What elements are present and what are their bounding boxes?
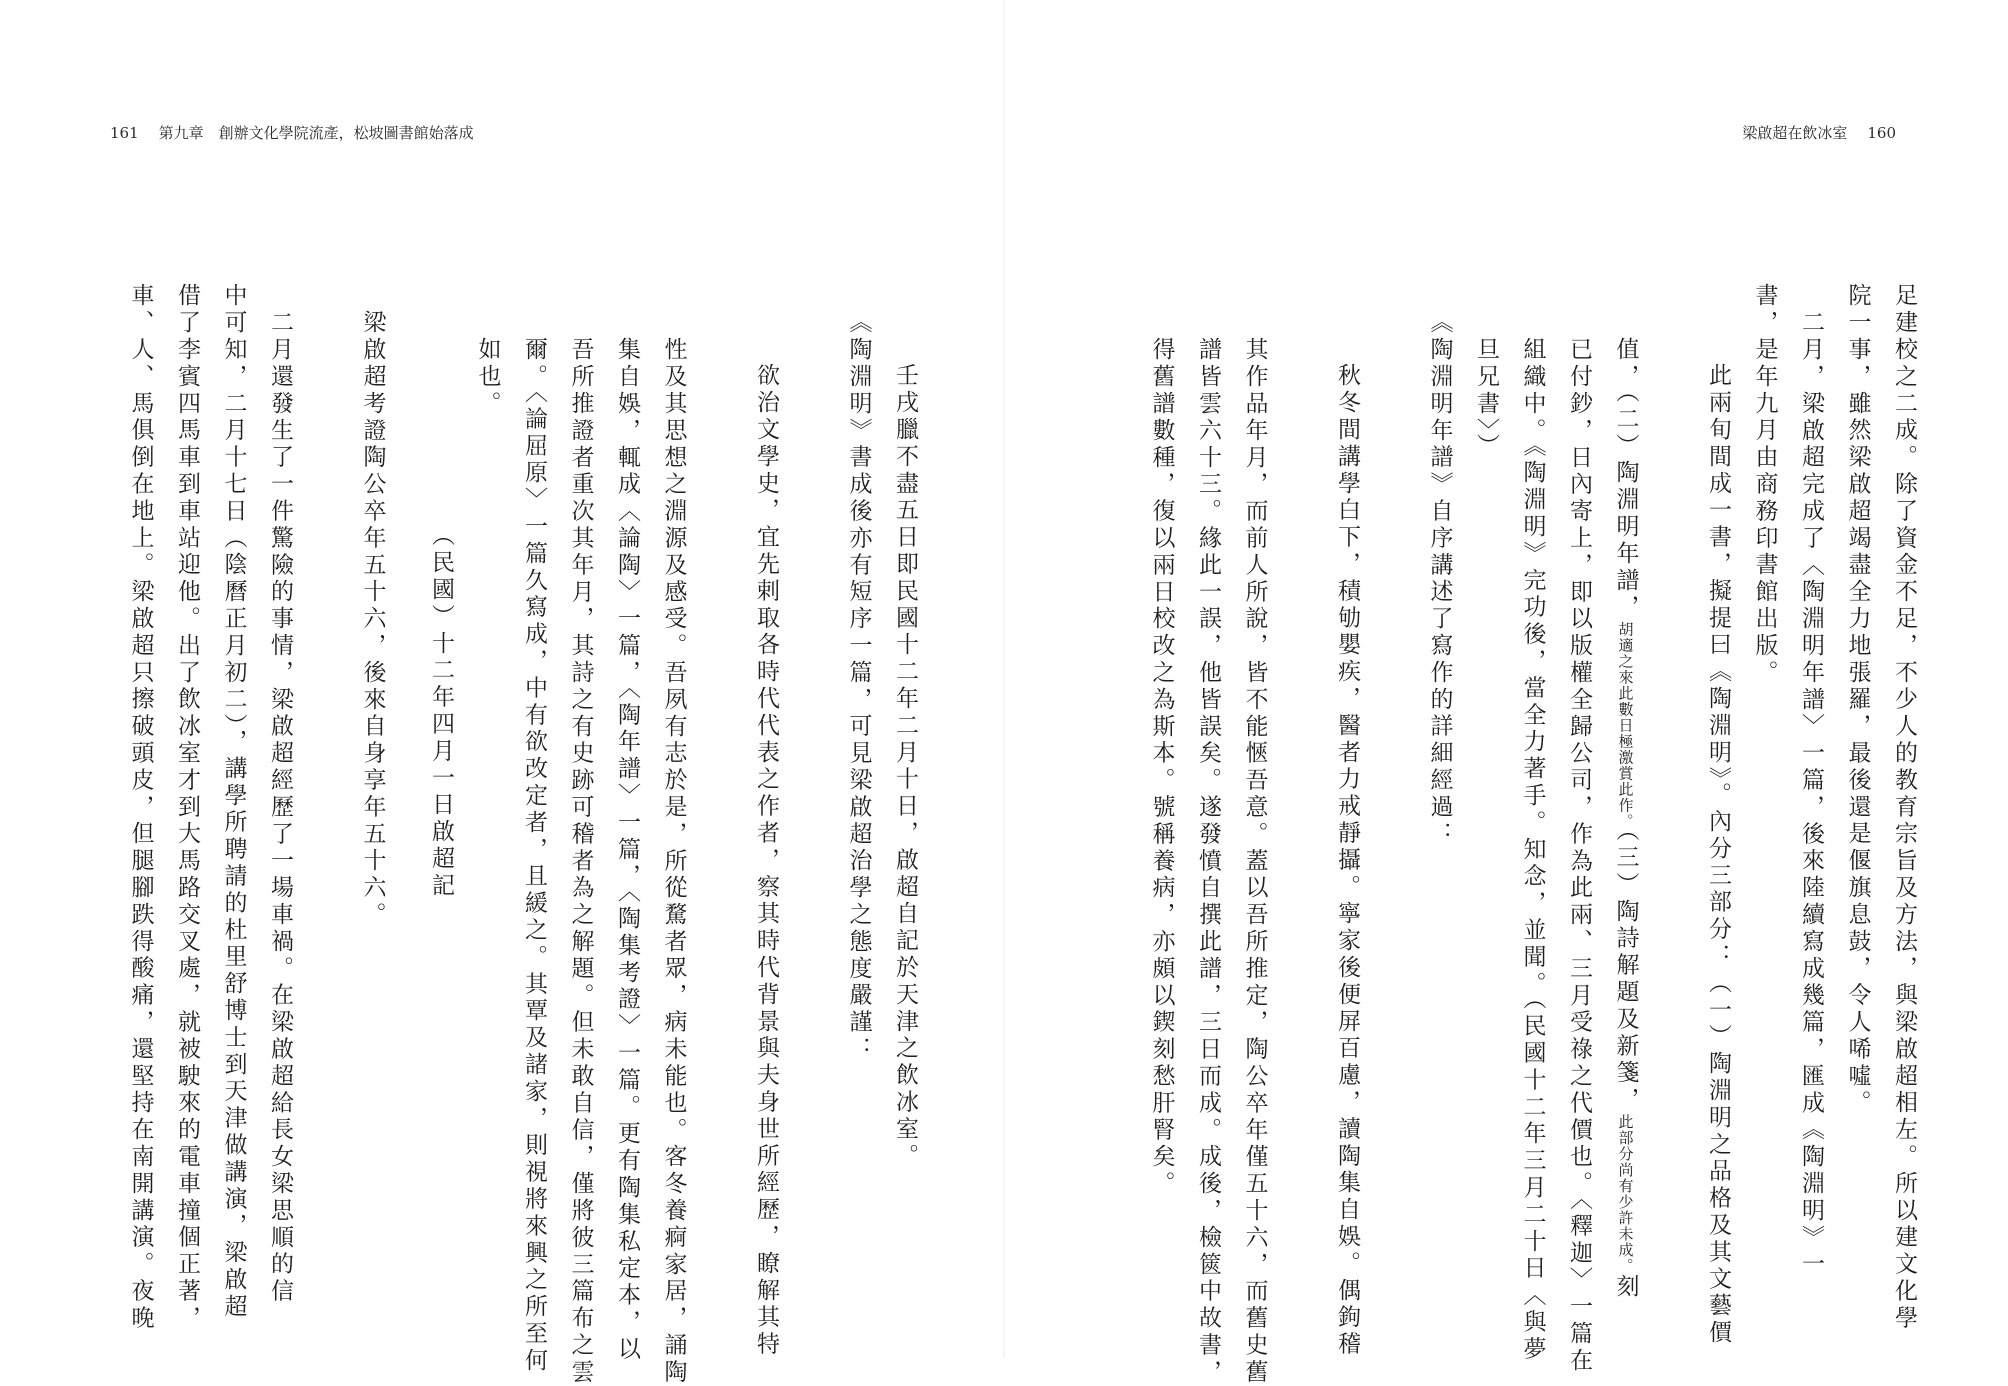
quote-text: （三）陶詩解題及新箋， <box>1612 829 1639 1114</box>
text-column: 梁啟超考證陶公卒年五十六，後來自身享年五十六。 <box>359 310 386 929</box>
quote-text: 值，（二）陶淵明年譜， <box>1612 337 1639 622</box>
quote-column: 旦兄書〉） <box>1473 337 1499 460</box>
quote-column: 其作品年月，而前人所說，皆不能愜吾意。蓋以吾所推定，陶公卒年僅五十六，而舊史舊 <box>1241 337 1268 1386</box>
right-book-title: 梁啟超在飲冰室 <box>1742 124 1848 142</box>
text-column: 《陶淵明年譜》自序講述了寫作的詳細經過： <box>1426 310 1453 848</box>
right-page-number: 160 <box>1867 124 1896 142</box>
quote-column: 已付鈔，日內寄上，即以版權全歸公司，作為此兩、三月受祿之代價也。〈釋迦〉一篇在 <box>1566 337 1592 1375</box>
right-page-text <box>1105 283 1927 1386</box>
left-page-number: 161 <box>110 124 139 142</box>
text-column: 書，是年九月由商務印書館出版。 <box>1751 283 1778 687</box>
quote-column: 得舊譜數種，復以兩日校改之為斯本。號稱養病，亦頗以鍥刻愁肝腎矣。 <box>1148 337 1175 1198</box>
signature-column: （民國）十二年四月一日啟超記 <box>428 523 454 900</box>
quote-column: 此兩旬間成一書，擬提曰《陶淵明》。內分三部分：（一）陶淵明之品格及其文藝價 <box>1705 363 1731 1347</box>
quote-column: 譜皆雲六十三。緣此一誤，他皆誤矣。遂發憤自撰此譜，三日而成。成後，檢篋中故書， <box>1195 337 1221 1386</box>
quote-column <box>1602 283 1649 1301</box>
quote-column: 如也。 <box>474 337 501 418</box>
left-running-head <box>110 122 474 144</box>
quote-column: 組織中。《陶淵明》完功後，當全力著手。知念，並聞。（民國十二年三月二十日〈與夢 <box>1519 337 1546 1364</box>
text-column: 院一事，雖然梁啟超竭盡全力地張羅，最後還是偃旗息鼓，令人唏噓。 <box>1844 283 1871 1117</box>
quote-column: 性及其思想之淵源及感受。吾夙有志於是，所從騖者眾，病未能也。客冬養痾家居，誦陶 <box>660 337 687 1386</box>
inline-note: 胡適之來此數日極激賞此作。 <box>1616 621 1635 830</box>
quote-column: 吾所推證者重次其年月，其詩之有史跡可稽者為之解題。但未敢自信，僅將彼三篇布之雲 <box>567 337 594 1386</box>
quote-column: 壬戌臘不盡五日即民國十二年二月十日，啟超自記於天津之飲冰室。 <box>892 363 918 1170</box>
quote-text: 刻 <box>1612 1273 1639 1301</box>
text-column: 二月還發生了一件驚險的事情，梁啟超經歷了一場車禍。在梁啟超給長女梁思順的信 <box>267 310 293 1306</box>
text-column: 二月，梁啟超完成了〈陶淵明年譜〉一篇，後來陸續寫成幾篇，匯成《陶淵明》一 <box>1798 310 1824 1279</box>
book-gutter <box>1003 0 1005 1358</box>
left-chapter-title: 第九章 創辦文化學院流產，松坡圖書館始落成 <box>158 124 474 142</box>
text-column: 《陶淵明》書成後亦有短序一篇，可見梁啟超治學之態度嚴謹： <box>845 310 872 1064</box>
quote-column: 爾。〈論屈原〉一篇久寫成，中有欲改定者，且緩之。其覃及諸家，則視將來興之所至何 <box>521 337 547 1375</box>
quote-column: 欲治文學史，宜先剌取各時代代表之作者，察其時代背景與夫身世所經歷，瞭解其特 <box>753 363 779 1359</box>
text-column: 車、人、馬俱倒在地上。梁啟超只擦破頭皮，但腿腳跌得酸痛，還堅持在南開講演。夜晚 <box>127 283 154 1333</box>
text-column: 借了李賓四馬車到車站迎他。出了飲冰室才到大馬路交叉處，就被駛來的電車撞個正著， <box>174 283 200 1333</box>
text-column: 足建校之二成。除了資金不足，不少人的教育宗旨及方法，與梁啟超相左。所以建文化學 <box>1891 283 1917 1333</box>
text-column: 中可知，二月十七日（陰曆正月初二），講學所聘請的杜里舒博士到天津做講演，梁啟超 <box>220 283 247 1321</box>
quote-column: 秋冬間講學白下，積劬嬰疾，醫者力戒靜攝。寧家後便屏百慮，讀陶集自娛。偶鉤稽 <box>1334 363 1360 1359</box>
right-running-head <box>1742 122 1896 144</box>
inline-note: 此部分尚有少許未成。 <box>1616 1113 1635 1274</box>
quote-column: 集自娛，輒成〈論陶〉一篇，〈陶年譜〉一篇，〈陶集考證〉一篇。更有陶集私定本，以 <box>614 337 640 1364</box>
left-page-text <box>105 283 928 1386</box>
